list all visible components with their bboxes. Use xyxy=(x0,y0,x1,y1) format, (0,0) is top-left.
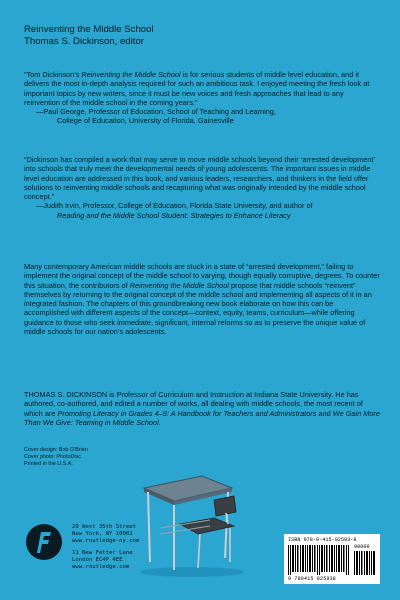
book-title: Reinventing the Middle School xyxy=(24,24,154,35)
ny-city: New York, NY 10001 xyxy=(72,531,133,538)
isbn-barcode xyxy=(288,545,350,575)
quote-attribution-book: Reading and the Middle School Student: Strategies to Enhance Literacy xyxy=(57,210,291,220)
quote-text xyxy=(24,70,380,107)
ny-street: 29 West 35th Street xyxy=(72,524,136,530)
london-website: www.routledge.com xyxy=(72,564,130,571)
bio-mid: and xyxy=(316,408,333,418)
cover-credits xyxy=(24,447,88,468)
bio-book-1: Promoting Literacy in Grades 4–9: A Handbook for Teachers and Administrators xyxy=(57,408,317,418)
bio-book-2: We Gain More Than We Give: Teaming in Middle School xyxy=(24,408,380,427)
bio-end: . xyxy=(158,417,161,427)
isbn-number: ISBN 978-0-415-92593-8 xyxy=(288,537,357,543)
book-editor: Thomas S. Dickinson, editor xyxy=(24,36,144,47)
quote-attribution-cont: College of Education, University of Florida, Gainesville xyxy=(57,116,234,126)
endorsement-quote-1 xyxy=(24,70,380,126)
quote-text-end: is for serious students of middle level education, and it delivers the most in-depth analysis required for such an ambitious task. I enjoyed meeting the fresh look at important topics by new writers, since it must be new voices and fresh approaches that lead to any reinvention of the middle school in the coming years.” xyxy=(24,70,370,107)
endorsement-quote-2 xyxy=(24,155,380,220)
cover-photo-credit: Cover photo: PhotoDisc xyxy=(24,454,81,460)
header xyxy=(24,24,154,48)
london-street: 11 New Fetter Lane xyxy=(72,549,133,556)
bio-start: THOMAS S. DICKINSON is Professor of Curriculum and Instruction at Indiana State University. He has authored, co-authored, and edited a number of works, all dealing with middle schools, the most recent of which are xyxy=(24,390,363,418)
price-barcode xyxy=(354,551,376,575)
author-bio xyxy=(24,390,380,427)
description-book-title: Reinventing the Middle School xyxy=(129,280,229,290)
barcode-digits: 9 780415 925938 xyxy=(288,576,337,582)
quote-attribution: —Judith Irvin, Professor, College of Education, Florida State University, and author of xyxy=(36,201,313,211)
quote-text-start: “Tom Dickinson’s xyxy=(24,70,82,79)
description-start: Many contemporary American middle schools are stuck in a state of “arrested development,” failing to implement the original concept of the middle school to varying, though equally corruptive, degrees. To counter this situation, the contributors of xyxy=(24,262,380,290)
barcode-panel xyxy=(284,534,380,584)
publisher-logo xyxy=(24,520,64,571)
printed-in: Printed in the U.S.A. xyxy=(24,461,73,467)
description-end: propose that middle schools “reinvent” themselves by returning to the original concept of the middle school and implementing all aspects of it in an integrated fashion. The chapters of this groundbreaking new book elaborate on how this can be accomplished with different aspects of the concept—context, equity, teams, curriculum—while offering guidance to those who seek immediate, significant, internal reforms so as to preserve the unique value of middle schools for our nation’s adolescents. xyxy=(24,280,372,337)
cover-design-credit: Cover design: Bob O’Brien xyxy=(24,447,88,453)
price-code: 90000 xyxy=(354,544,370,550)
school-desk-image xyxy=(130,458,255,583)
book-description xyxy=(24,262,380,336)
quote-book-title: Reinventing the Middle School xyxy=(81,70,181,79)
quote-attribution: —Paul George, Professor of Education, School of Teaching and Learning, xyxy=(36,107,276,117)
quote-text: “Dickinson has compiled a work that may serve to move middle schools beyond their ‘arrested development’ into schools that truly meet the developmental needs of young adolescents. The important issues in middle level education are addressed in this book, and various leaders, researchers, and thinkers in the field offer solutions to reinventing middle schools and recapturing what was originally intended by the middle school concept.” xyxy=(24,155,375,202)
london-city: London EC4P 4EE xyxy=(72,556,123,563)
publisher-addresses xyxy=(72,524,139,571)
ny-website: www.routledge-ny.com xyxy=(72,538,140,545)
